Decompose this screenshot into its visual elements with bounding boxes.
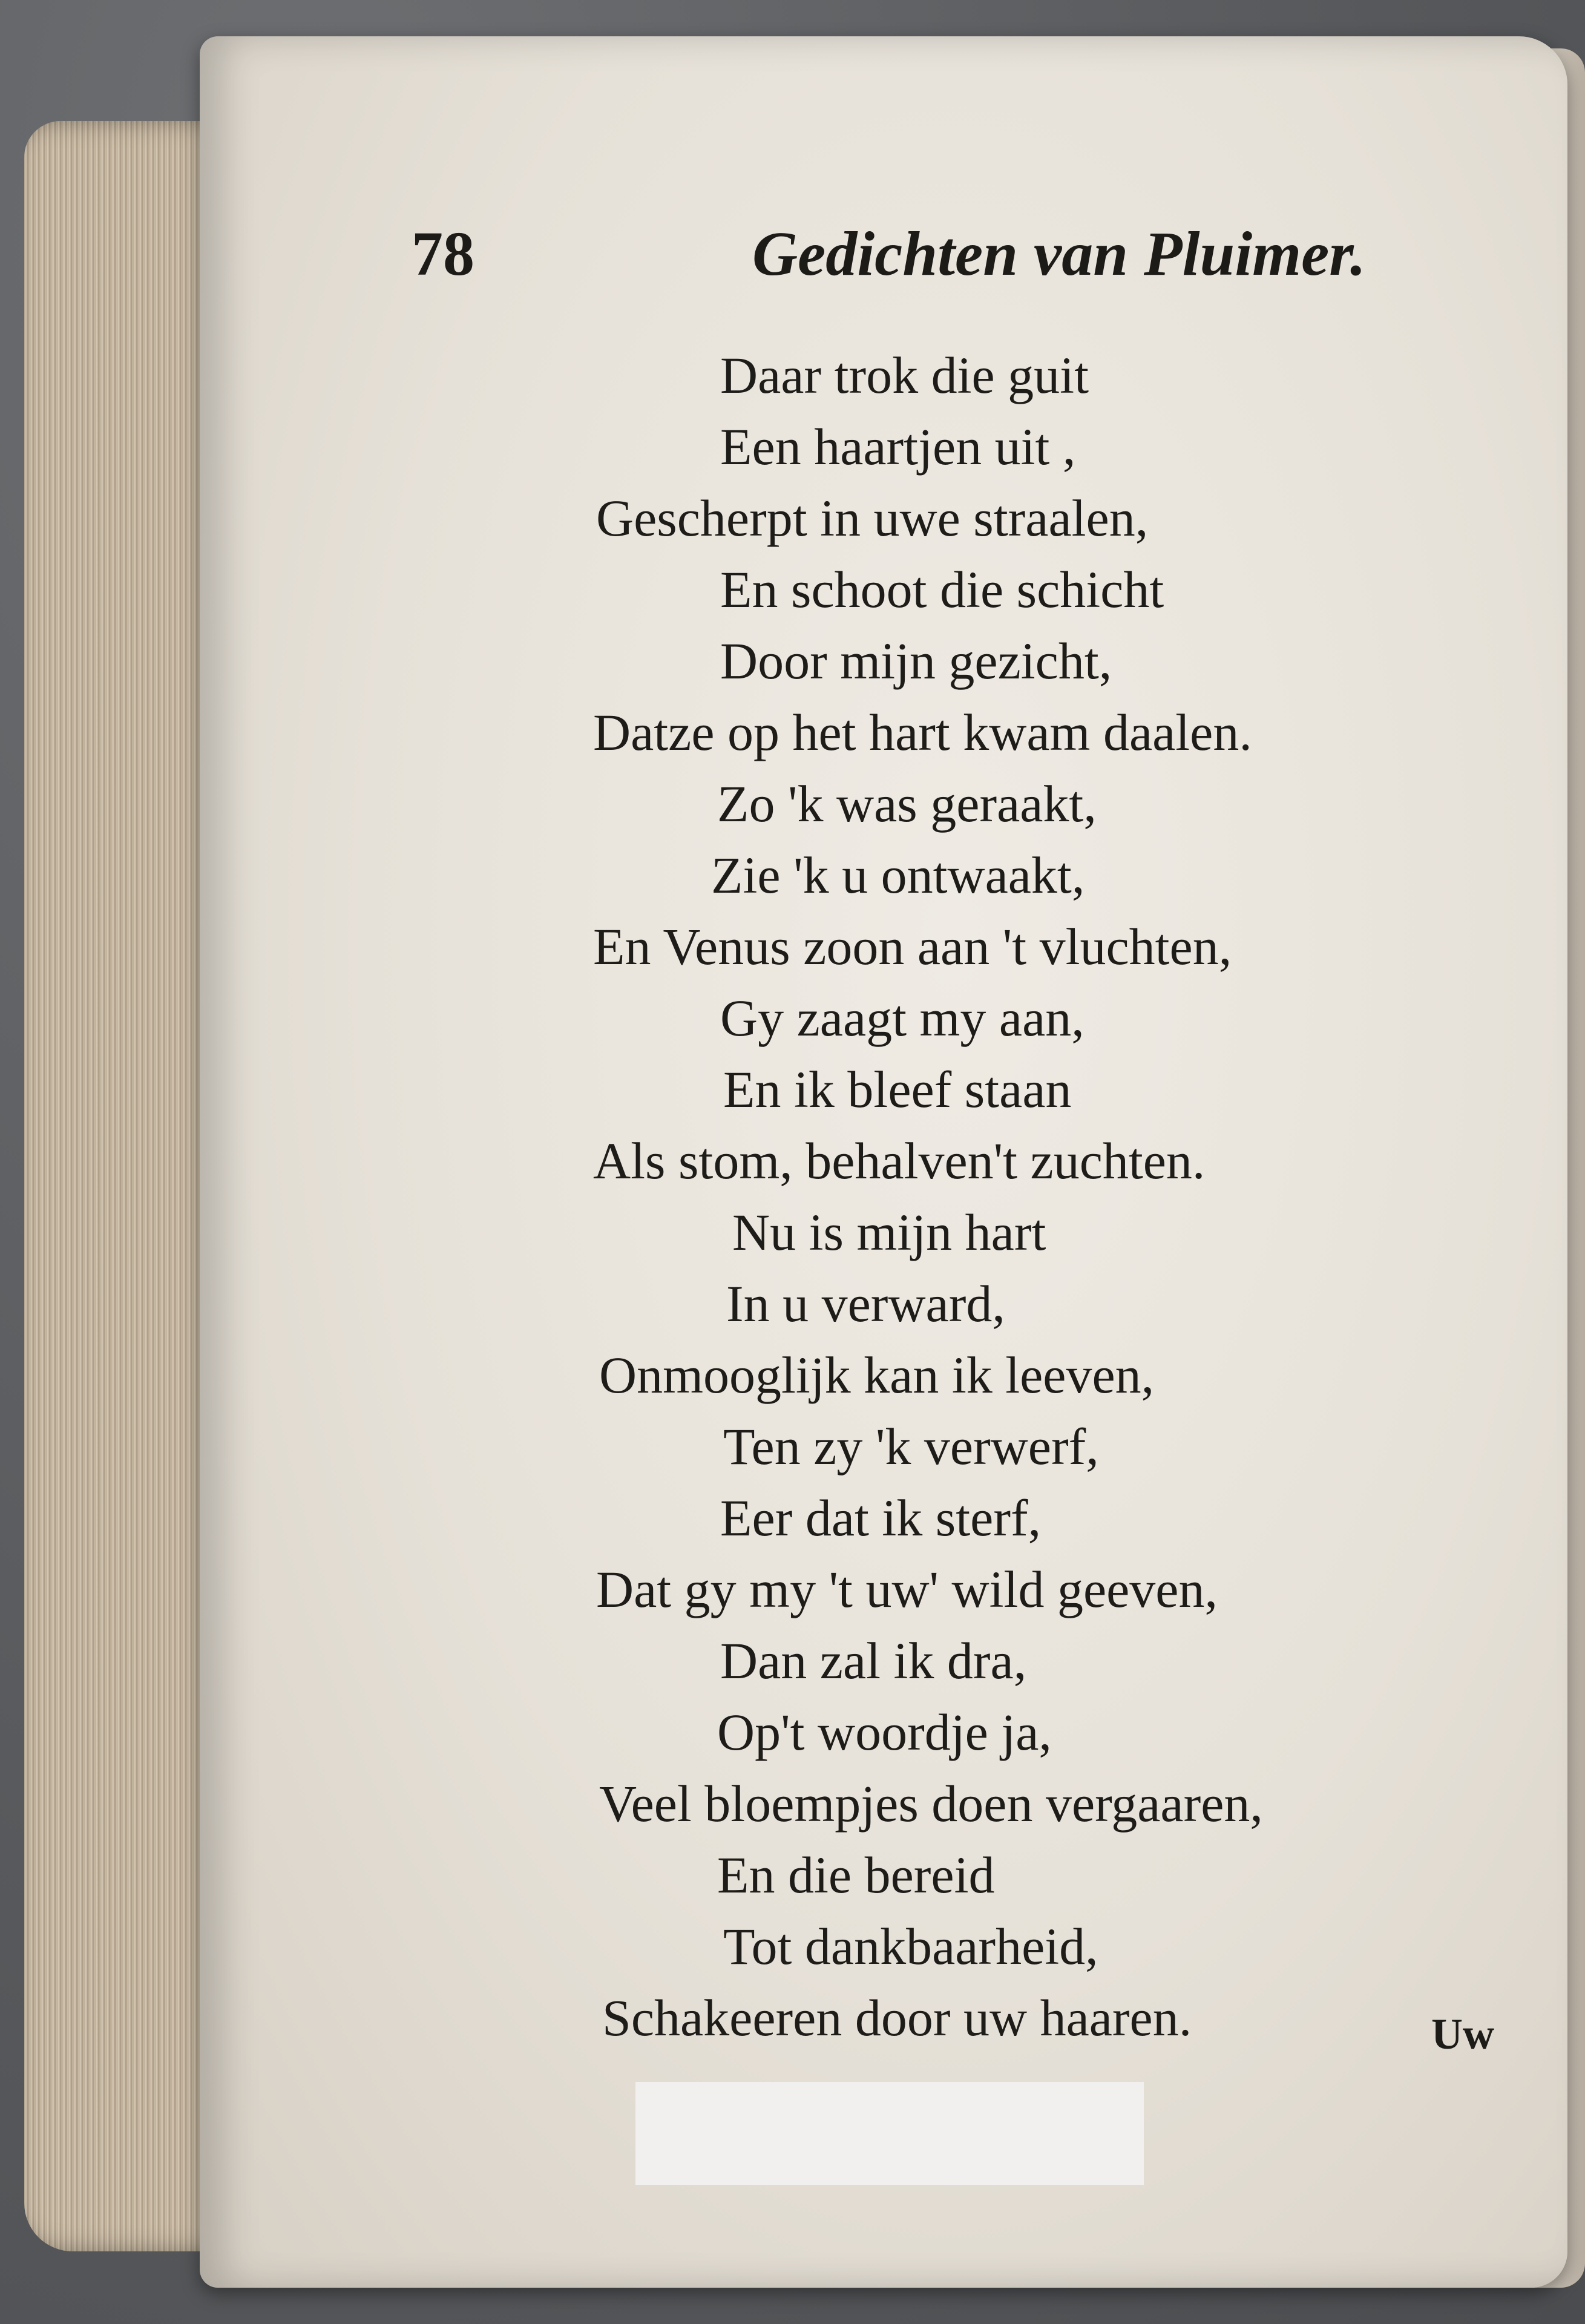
poem-line: Datze op het hart kwam daalen. [593, 703, 1252, 761]
poem-line: Dan zal ik dra, [720, 1632, 1027, 1690]
poem-line: Onmooglijk kan ik leeven, [599, 1346, 1155, 1404]
poem-line: Gescherpt in uwe straalen, [596, 489, 1149, 547]
poem-line: Ten zy 'k verwerf, [723, 1417, 1099, 1475]
poem-line: Veel bloempjes doen vergaaren, [599, 1774, 1263, 1833]
poem-line: En schoot die schicht [720, 560, 1164, 619]
page-number: 78 [412, 219, 474, 289]
book-page [200, 36, 1567, 2288]
poem-line: Gy zaagt my aan, [720, 989, 1085, 1047]
poem-line: Schakeeren door uw haaren. [602, 1989, 1192, 2047]
poem-line: Zo 'k was geraakt, [717, 775, 1097, 833]
poem-line: En die bereid [717, 1846, 995, 1904]
poem-line: Zie 'k u ontwaakt, [711, 846, 1085, 904]
poem-line: Als stom, behalven't zuchten. [593, 1132, 1206, 1190]
poem-line: Eer dat ik sterf, [720, 1489, 1042, 1547]
running-title: Gedichten van Pluimer. [752, 219, 1366, 289]
redaction-box [635, 2082, 1144, 2185]
poem-line: Tot dankbaarheid, [723, 1917, 1098, 1975]
catchword: Uw [1431, 2010, 1494, 2058]
poem-line: En ik bleef staan [723, 1060, 1072, 1118]
poem-line: In u verward, [726, 1275, 1005, 1333]
poem-line: En Venus zoon aan 't vluchten, [593, 917, 1232, 976]
poem-line: Door mijn gezicht, [720, 632, 1112, 690]
poem-line: Nu is mijn hart [732, 1203, 1046, 1261]
poem-line: Dat gy my 't uw' wild geeven, [596, 1560, 1218, 1618]
poem-line: Een haartjen uit , [720, 418, 1076, 476]
poem-line: Daar trok die guit [720, 346, 1089, 404]
poem-line: Op't woordje ja, [717, 1703, 1052, 1761]
